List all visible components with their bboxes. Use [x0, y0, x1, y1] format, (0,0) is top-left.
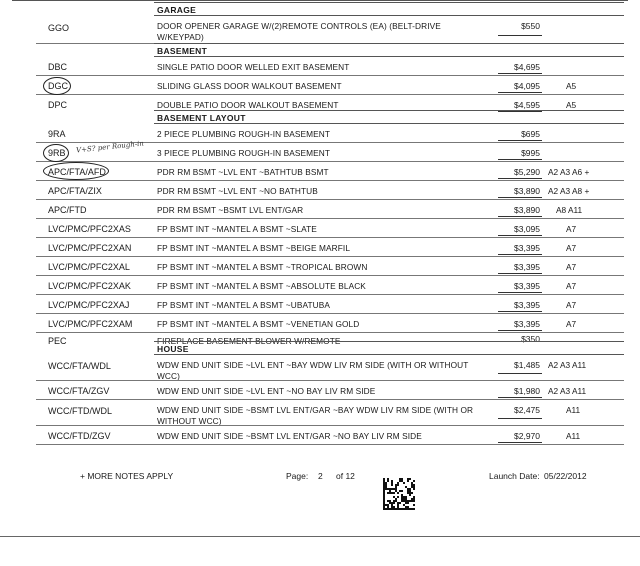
option-price: $1,980 — [514, 386, 540, 396]
option-description: FP BSMT INT ~MANTEL A BSMT ~ABSOLUTE BLACK — [157, 281, 366, 291]
price-underline — [498, 373, 542, 374]
price-underline — [498, 292, 542, 293]
option-code: WCC/FTA/ZGV — [48, 386, 110, 396]
price-underline — [498, 418, 542, 419]
option-price: $3,395 — [514, 319, 540, 329]
option-code: PEC — [48, 336, 67, 346]
option-code: APC/FTA/AFD — [48, 167, 106, 177]
option-price: $3,890 — [514, 186, 540, 196]
section-header-basement — [0, 43, 640, 57]
option-price: $3,395 — [514, 243, 540, 253]
option-description: WDW END UNIT SIDE ~BSMT LVL ENT/GAR ~NO BAY LIV RM SIDE — [157, 431, 422, 441]
option-description: DOUBLE PATIO DOOR WALKOUT BASEMENT — [157, 100, 339, 110]
price-underline — [498, 311, 542, 312]
table-row — [0, 400, 640, 426]
option-price: $3,890 — [514, 205, 540, 215]
section-title: HOUSE — [157, 344, 189, 354]
option-description: FP BSMT INT ~MANTEL A BSMT ~SLATE — [157, 224, 317, 234]
table-row — [0, 295, 640, 314]
table-row — [0, 257, 640, 276]
option-description: FP BSMT INT ~MANTEL A BSMT ~BEIGE MARFIL — [157, 243, 351, 253]
option-description: SLIDING GLASS DOOR WALKOUT BASEMENT — [157, 81, 342, 91]
page-label: Page: — [286, 471, 309, 481]
section-band — [154, 2, 624, 16]
option-notes: A11 — [566, 405, 581, 415]
option-notes: A5 — [566, 100, 577, 110]
option-code: APC/FTD — [48, 205, 87, 215]
option-notes: A2 A3 A11 — [548, 386, 587, 396]
option-code: LVC/PMC/PFC2XAN — [48, 243, 132, 253]
price-underline — [498, 273, 542, 274]
page-number: 2 — [318, 471, 323, 481]
option-price: $1,485 — [514, 360, 540, 370]
option-description: PDR RM BSMT ~BSMT LVL ENT/GAR — [157, 205, 304, 215]
option-description: SINGLE PATIO DOOR WELLED EXIT BASEMENT — [157, 62, 350, 72]
table-row — [0, 16, 640, 44]
section-title: GARAGE — [157, 5, 197, 15]
option-description: PDR RM BSMT ~LVL ENT ~NO BATHTUB — [157, 186, 318, 196]
table-row — [0, 76, 640, 95]
option-code: 9RA — [48, 129, 66, 139]
launch-date: 05/22/2012 — [544, 471, 587, 481]
top-border — [12, 0, 628, 1]
table-row — [0, 200, 640, 219]
price-underline — [498, 140, 542, 141]
price-underline — [498, 254, 542, 255]
option-price: $2,970 — [514, 431, 540, 441]
option-description: WDW END UNIT SIDE ~LVL ENT ~NO BAY LIV RM SIDE — [157, 386, 376, 396]
option-notes: A2 A3 A6 + — [548, 167, 590, 177]
table-row — [0, 276, 640, 295]
option-code: DPC — [48, 100, 68, 110]
option-description: PDR RM BSMT ~LVL ENT ~BATHTUB BSMT — [157, 167, 329, 177]
table-row — [0, 238, 640, 257]
price-underline — [498, 35, 542, 36]
row-separator — [36, 444, 624, 445]
option-price: $550 — [521, 21, 540, 31]
option-code: LVC/PMC/PFC2XAK — [48, 281, 131, 291]
option-price: $2,475 — [514, 405, 540, 415]
price-underline — [498, 216, 542, 217]
table-row — [0, 57, 640, 76]
option-code: APC/FTA/ZIX — [48, 186, 102, 196]
option-notes: A7 — [566, 319, 577, 329]
page-total: of 12 — [336, 471, 355, 481]
option-price: $350 — [521, 334, 540, 344]
more-notes-label: + MORE NOTES APPLY — [80, 471, 174, 481]
option-code: LVC/PMC/PFC2XAM — [48, 319, 133, 329]
price-underline — [498, 235, 542, 236]
option-description: DOOR OPENER GARAGE W/(2)REMOTE CONTROLS (EA) (BELT-DRIVE W/KEYPAD) — [157, 21, 441, 42]
option-description: FP BSMT INT ~MANTEL A BSMT ~TROPICAL BROWN — [157, 262, 368, 272]
option-code: WCC/FTD/ZGV — [48, 431, 111, 441]
circled-code-mark — [43, 77, 71, 95]
table-row — [0, 381, 640, 400]
option-price: $3,395 — [514, 281, 540, 291]
option-notes: A2 A3 A11 — [548, 360, 587, 370]
option-price: $695 — [521, 129, 540, 139]
option-description: FP BSMT INT ~MANTEL A BSMT ~VENETIAN GOLD — [157, 319, 360, 329]
option-code: LVC/PMC/PFC2XAS — [48, 224, 131, 234]
option-notes: A7 — [566, 224, 577, 234]
option-price: $3,395 — [514, 300, 540, 310]
option-notes: A8 A11 — [556, 205, 583, 215]
option-code: 9RB — [48, 148, 66, 158]
handwritten-note: V+S? per Rough-in — [75, 139, 145, 155]
option-notes: A7 — [566, 243, 577, 253]
option-description: WDW END UNIT SIDE ~BSMT LVL ENT/GAR ~BAY WDW LIV RM SIDE (WITH OR WITHOUT WCC) — [157, 405, 474, 426]
option-notes: A11 — [566, 431, 581, 441]
table-row — [0, 355, 640, 381]
section-header-basement-layout — [0, 110, 640, 124]
option-notes: A7 — [566, 281, 577, 291]
price-underline — [498, 178, 542, 179]
table-row — [0, 181, 640, 200]
option-notes: A7 — [566, 262, 577, 272]
option-description: WDW END UNIT SIDE ~LVL ENT ~BAY WDW LIV RM SIDE (WITH OR WITHOUT WCC) — [157, 360, 469, 381]
barcode-icon — [383, 478, 415, 510]
table-row — [0, 314, 640, 333]
option-description: 3 PIECE PLUMBING ROUGH-IN BASEMENT — [157, 148, 331, 158]
price-underline — [498, 442, 542, 443]
table-row — [0, 124, 640, 143]
section-title: BASEMENT — [157, 46, 208, 56]
circled-code-mark — [43, 144, 69, 162]
price-underline — [498, 92, 542, 93]
option-description: FP BSMT INT ~MANTEL A BSMT ~UBATUBA — [157, 300, 331, 310]
option-price: $4,595 — [514, 100, 540, 110]
price-underline — [498, 73, 542, 74]
option-code: LVC/PMC/PFC2XAJ — [48, 300, 130, 310]
option-code: WCC/FTA/WDL — [48, 361, 111, 371]
option-price: $995 — [521, 148, 540, 158]
table-row — [0, 426, 640, 445]
table-row — [0, 219, 640, 238]
section-header-garage — [0, 2, 640, 16]
section-title: BASEMENT LAYOUT — [157, 113, 246, 123]
launch-date-label: Launch Date: — [489, 471, 540, 481]
section-band — [154, 43, 624, 57]
price-underline — [498, 330, 542, 331]
option-notes: A2 A3 A8 + — [548, 186, 590, 196]
price-underline — [498, 159, 542, 160]
option-notes: A7 — [566, 300, 577, 310]
option-price: $4,695 — [514, 62, 540, 72]
section-header-house — [0, 341, 640, 355]
option-code: WCC/FTD/WDL — [48, 406, 112, 416]
option-description: 2 PIECE PLUMBING ROUGH-IN BASEMENT — [157, 129, 331, 139]
option-code: DGC — [48, 81, 68, 91]
option-code: LVC/PMC/PFC2XAL — [48, 262, 130, 272]
option-description: FIREPLACE BASEMENT BLOWER W/REMOTE — [157, 336, 341, 346]
option-code: GGO — [48, 23, 70, 33]
option-price: $5,290 — [514, 167, 540, 177]
option-notes: A5 — [566, 81, 577, 91]
option-code: DBC — [48, 62, 68, 72]
option-price: $3,395 — [514, 262, 540, 272]
section-band — [154, 341, 624, 355]
circled-code-mark — [43, 162, 109, 180]
option-price: $4,095 — [514, 81, 540, 91]
price-underline — [498, 197, 542, 198]
option-price: $3,095 — [514, 224, 540, 234]
bottom-border — [0, 536, 640, 537]
price-underline — [498, 397, 542, 398]
